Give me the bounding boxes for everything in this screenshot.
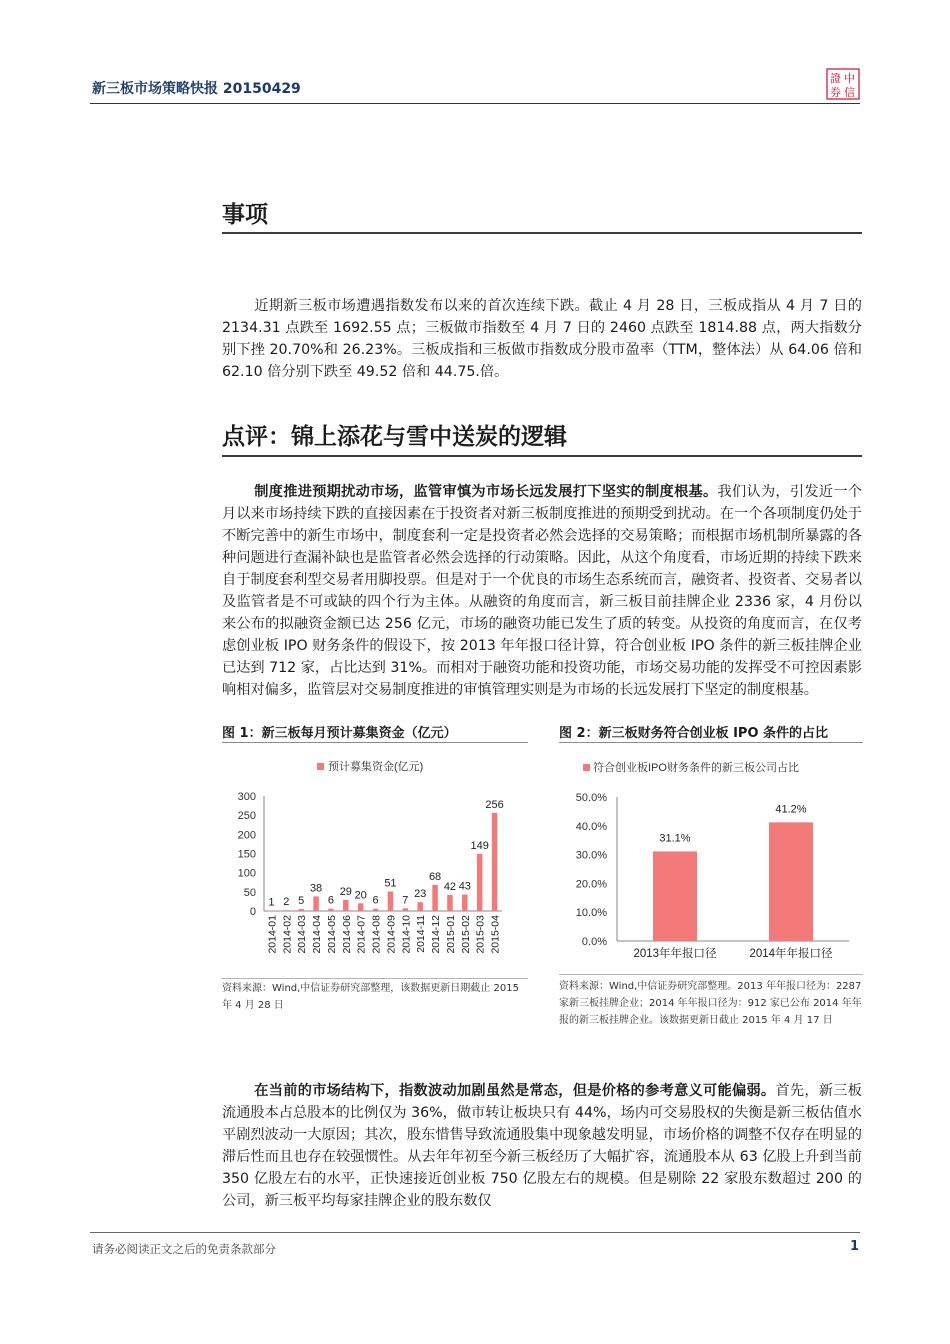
figure1-source: 资料来源：Wind,中信证券研究部整理，该数据更新日期截止 2015 年 4 月 28 日 [222, 983, 519, 1011]
paragraph-lead: 在当前的市场结构下，指数波动加剧虽然是常态，但是价格的参考意义可能偏弱。 [254, 1083, 776, 1099]
data-label: 42 [443, 880, 457, 893]
y-tick-label: 100 [237, 867, 256, 880]
bar [477, 854, 483, 911]
bar [432, 885, 438, 911]
x-tick-label: 2014-12 [430, 915, 443, 954]
svg-text:中: 中 [844, 73, 855, 85]
y-tick-label: 250 [237, 810, 256, 823]
legend-swatch [583, 764, 590, 771]
section-rule [222, 455, 862, 457]
figure1-top-rule [222, 742, 528, 743]
y-tick-label: 30.0% [575, 849, 607, 862]
x-tick-label: 2014-06 [340, 915, 353, 954]
data-label: 68 [428, 870, 442, 883]
figure2-source: 资料来源：Wind,中信证券研究部整理。2013 年年报口径为：2287 家新三板挂牌企业；2014 年年报口径为：912 家已公布 2014 年年报的新三板挂牌企业。该数据更新日截止 2015 年 4 月 17 日 [559, 981, 862, 1026]
figure2-title: 图 2：新三板财务符合创业板 IPO 条件的占比 [559, 726, 829, 741]
x-tick-label: 2014-08 [370, 915, 383, 954]
data-label: 23 [414, 888, 427, 901]
x-tick-label: 2013年年报口径 [633, 948, 717, 960]
x-tick-label: 2014年年报口径 [749, 948, 833, 960]
citic-logo [826, 68, 860, 100]
data-label: 43 [458, 880, 471, 893]
data-label: 29 [339, 885, 352, 898]
x-tick-label: 2015-02 [459, 915, 472, 954]
data-label: 1 [268, 896, 275, 909]
y-tick-label: 150 [237, 848, 256, 861]
figure1-svg [222, 748, 528, 974]
x-tick-label: 2015-03 [474, 915, 487, 954]
matters-paragraph [222, 295, 862, 383]
x-tick-label: 2014-01 [266, 915, 279, 954]
data-label: 2 [283, 896, 290, 909]
bar [373, 909, 379, 911]
legend-label: 符合创业板IPO财务条件的新三板公司占比 [593, 762, 799, 774]
data-label: 6 [372, 894, 379, 907]
legend-label: 预计募集资金(亿元) [328, 761, 424, 773]
data-label: 38 [309, 882, 323, 895]
y-tick-label: 0.0% [581, 936, 607, 948]
bar [417, 902, 423, 911]
section-title-matters: 事项 [222, 202, 268, 228]
x-tick-label: 2014-04 [311, 915, 324, 954]
comment-paragraph-2 [222, 1080, 862, 1212]
y-tick-label: 50.0% [575, 792, 607, 804]
svg-text:證: 證 [830, 73, 841, 85]
x-tick-label: 2014-11 [415, 915, 428, 953]
y-tick-label: 10.0% [575, 907, 607, 920]
figure1-title: 图 1：新三板每月预计募集资金（亿元） [222, 726, 457, 741]
data-label: 7 [402, 894, 409, 907]
bar [447, 895, 453, 911]
bar [462, 895, 468, 911]
x-tick-label: 2014-05 [325, 915, 338, 954]
data-label: 6 [327, 894, 334, 907]
y-tick-label: 0 [249, 906, 256, 918]
data-label: 256 [485, 798, 504, 811]
data-label: 20 [354, 889, 367, 902]
svg-text:信: 信 [844, 87, 855, 99]
bar [653, 851, 697, 941]
x-tick-label: 2015-04 [489, 915, 502, 954]
x-tick-label: 2014-09 [385, 915, 398, 954]
header-rule [90, 103, 860, 104]
bar [492, 813, 498, 911]
svg-text:券: 券 [830, 87, 841, 99]
citic-logo-icon [826, 68, 860, 100]
figure1-chart [222, 748, 528, 978]
figure2-svg [559, 748, 863, 970]
y-tick-label: 40.0% [575, 820, 607, 833]
section-rule [222, 232, 862, 234]
bar [388, 891, 394, 911]
y-tick-label: 300 [237, 791, 256, 803]
paragraph-body: 我们认为，引发近一个月以来市场持续下跌的直接因素在于投资者对新三板制度推进的预期受到扰动。在一个各项制度仍处于不断完善中的新生市场中，制度套利一定是投资者必然会选择的交易策略；而根据市场机制所暴露的各种问题进行查漏补缺也是监管者必然会选择的行动策略。因此，从这个角度看，市场近期的持续下跌来自于制度套利型交易者用脚投票。但是对于一个优良的市场生态系统而言，融资者、投资者、交易者以及监管者是不可或缺的四个行为主体。从融资的角度而言，新三板目前挂牌企业 2336 家，4 月份以来公布的拟融资金额已达 256 亿元，市场的融资功能已发生了质的转变。从投资的角度而言，在仅考虑创业板 IPO 财务条件的假设下，按 2013 年年报口径计算，符合创业板 IPO 条件的新三板挂牌企业已达到 712 家，占比达到 31%。而相对于融资功能和投资功能，市场交易功能的发挥受不可控因素影响相对偏多，监管层对交易制度推进的审慎管理实则是为市场的长远发展打下坚定的制度根基。 [222, 484, 862, 698]
bar [403, 908, 409, 911]
x-tick-label: 2015-01 [444, 915, 457, 954]
figure1-bottom-rule [222, 978, 528, 979]
y-tick-label: 20.0% [575, 878, 607, 891]
bar [343, 900, 349, 911]
y-tick-label: 50 [243, 886, 256, 899]
figure2-bottom-rule [559, 974, 863, 975]
legend-swatch [317, 763, 324, 770]
bar [298, 909, 304, 911]
bar [328, 909, 334, 911]
data-label: 5 [298, 895, 305, 908]
paragraph-lead: 制度推进预期扰动市场，监管审慎为市场长远发展打下坚实的制度根基。 [254, 484, 718, 500]
x-tick-label: 2014-10 [400, 915, 413, 954]
y-tick-label: 200 [237, 829, 256, 842]
x-tick-label: 2014-02 [281, 915, 294, 954]
bar [284, 910, 290, 911]
footer-rule [90, 1232, 860, 1233]
paragraph-body: 首先，新三板流通股本占总股本的比例仅为 36%，做市转让板块只有 44%，场内可交易股权的失衡是新三板估值水平剧烈波动一大原因；其次，股东惜售导致流通股集中现象越发明显，市场价格的调整不仅存在明显的滞后性而且也存在较强惯性。从去年年初至今新三板经历了大幅扩容，流通股本从 63 亿股上升到当前 350 亿股左右的水平，正快速接近创业板 750 亿股左右的规模。但是剔除 22 家股东数超过 200 的公司，新三板平均每家挂牌企业的股东数仅 [222, 1083, 862, 1209]
x-tick-label: 2014-07 [355, 915, 368, 954]
data-label: 31.1% [659, 832, 691, 845]
bar [358, 903, 364, 911]
bar [769, 822, 813, 941]
section-title-comment: 点评：锦上添花与雪中送炭的逻辑 [222, 424, 567, 450]
figure2-chart [559, 748, 863, 974]
footer-disclaimer: 请务必阅读正文之后的免责条款部分 [92, 1242, 276, 1256]
page-number: 1 [850, 1239, 860, 1254]
matters-text: 近期新三板市场遭遇指数发布以来的首次连续下跌。截止 4 月 28 日，三板成指从 4 月 7 日的 2134.31 点跌至 1692.55 点；三板做市指数至 4 月 7 日的 2460 点跌至 1814.88 点，两大指数分别下挫 20.70%和 26.23%。三板成指和三板做市指数成分股市盈率（TTM，整体法）从 64.06 倍和 62.10 倍分别下跌至 49.52 倍和 44.75.倍。 [222, 298, 862, 380]
data-label: 41.2% [775, 803, 807, 816]
bar [269, 911, 275, 912]
bar [313, 896, 319, 911]
data-label: 51 [384, 877, 397, 890]
comment-paragraph-1 [222, 481, 862, 701]
figure2-top-rule [559, 742, 863, 743]
x-tick-label: 2014-03 [296, 915, 309, 954]
report-header-title: 新三板市场策略快报 20150429 [92, 81, 301, 97]
data-label: 149 [470, 839, 489, 852]
